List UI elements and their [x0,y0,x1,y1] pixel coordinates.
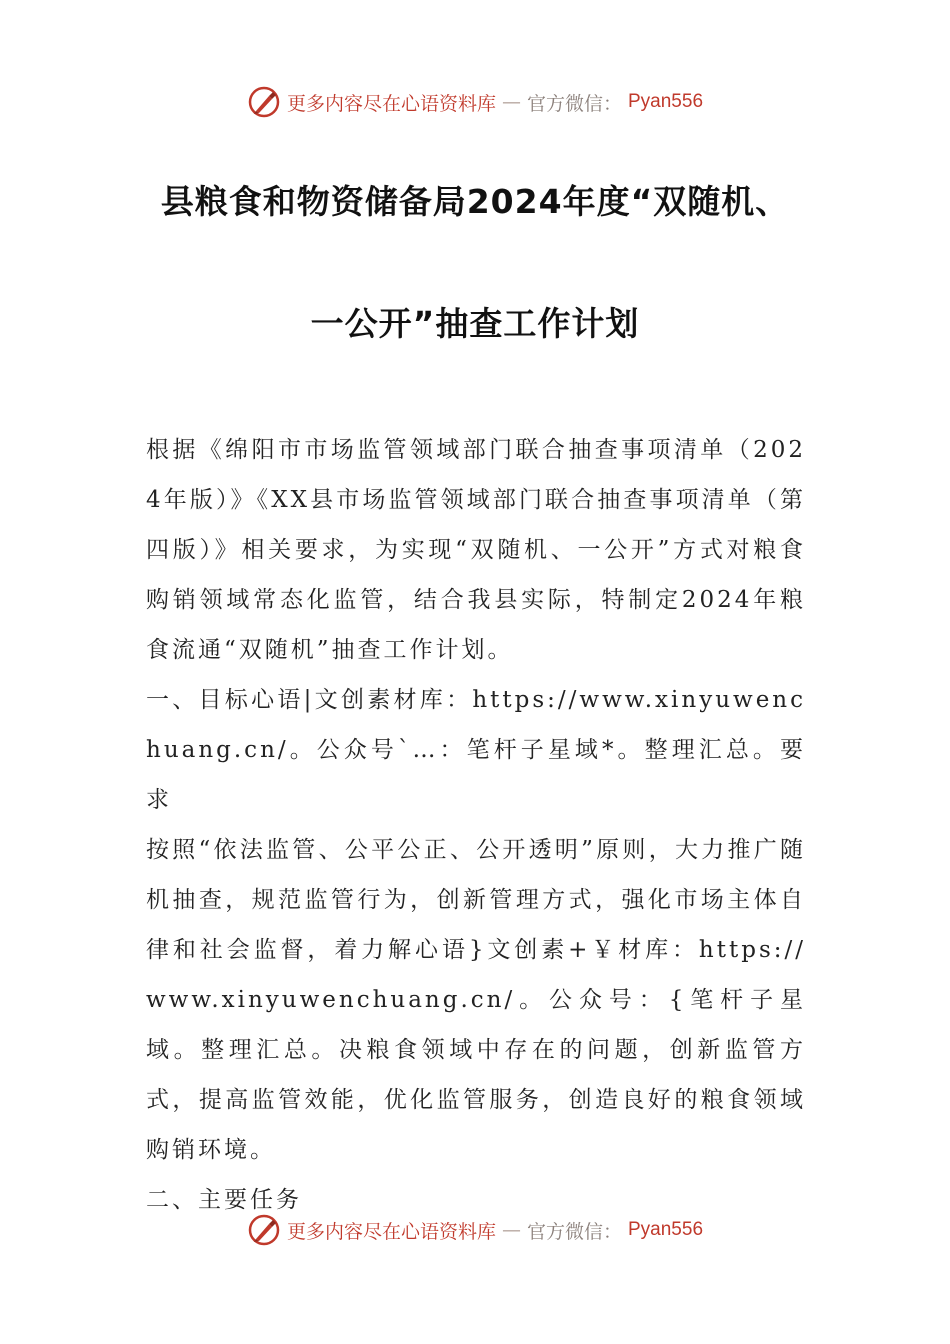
document-title-line-2: 一公开”抽查工作计划 [310,304,640,343]
banner-wechat-label: 官方微信： [526,92,622,115]
banner-wechat-id: Pyan556 [628,91,704,112]
document-body [146,425,806,1225]
banner-text: 更多内容尽在心语资料库 [286,1220,496,1243]
footer-watermark-banner [0,1210,950,1250]
banner-wechat-id: Pyan556 [628,1219,704,1240]
document-title-line-1: 县粮食和物资储备局2024年度“双随机、 [160,182,790,221]
paragraph-section-1-heading: 一、目标心语|文创素材库：https://www.xinyuwenchuang.cn/。公众号`…：笔杆子星域*。整理汇总。要求 [146,687,806,813]
paragraph-section-1-body: 按照“依法监管、公平公正、公开透明”原则，大力推广随机抽查，规范监管行为，创新管理方式，强化市场主体自律和社会监督，着力解心语}文创素+￥材库：https://www.xinyuwenchuang.cn/。公众号：{笔杆子星域。整理汇总。决粮食领域中存在的问题，创新监管方式，提高监管效能，优化监管服务，创造良好的粮食领域购销环境。 [146,837,806,1163]
paragraph-section-2-heading: 二、主要任务 [146,1187,302,1213]
pen-logo-icon [247,1213,281,1247]
paragraph-intro: 根据《绵阳市市场监管领域部门联合抽查事项清单（2024年版）》《XX县市场监管领域部门联合抽查事项清单（第四版）》相关要求，为实现“双随机、一公开”方式对粮食购销领域常态化监管，结合我县实际，特制定2024年粮食流通“双随机”抽查工作计划。 [146,437,806,663]
header-watermark-banner [0,82,950,122]
banner-wechat-label: 官方微信： [526,1220,622,1243]
banner-text: 更多内容尽在心语资料库 [286,92,496,115]
banner-separator: — [501,1219,521,1241]
pen-logo-icon [247,85,281,119]
banner-separator: — [501,91,521,113]
